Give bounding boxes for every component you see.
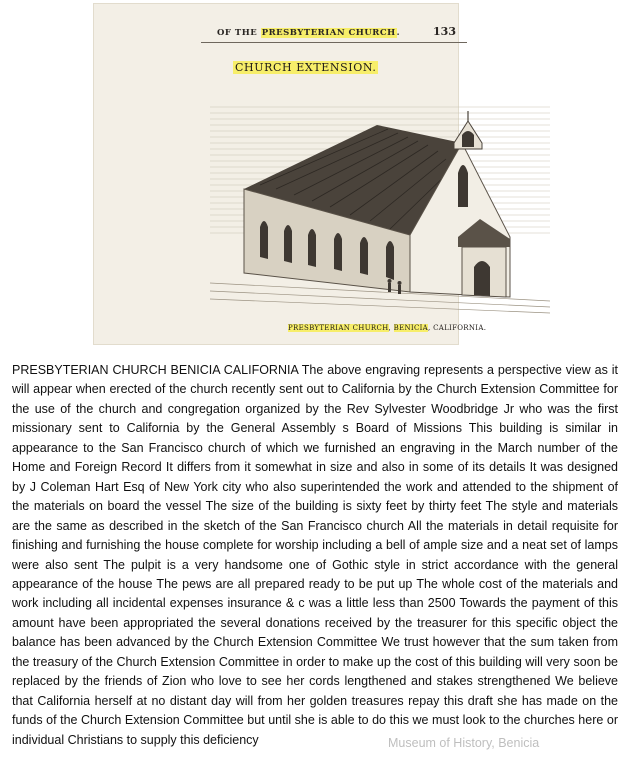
page-number: 133: [433, 25, 456, 38]
section-title: CHURCH EXTENSION.: [235, 61, 377, 74]
description-text: PRESBYTERIAN CHURCH BENICIA CALIFORNIA The above engraving represents a perspective view as it will appear when erected of the church recently sent out to California by the Church Extension Committee for the use of the church and congregation organized by the Rev Sylvester Woodbridge Jr who was the first missionary sent to California by the General Assembly s Board of Missions This building is similar in appearance to the San Francisco church of which we furnished an engraving in the March number of the Home and Foreign Record It differs from it somewhat in size and also in some of its details It was designed by J Coleman Hart Esq of New York city who also superintended the work and attended to the shipment of the materials on board the vessel The size of the building is sixty feet by thirty feet The style and materials are the same as described in the sketch of the San Francisco church All the materials in detail requisite for finishing and furnishing the house complete for worship including a bell of ample size and a neat set of lamps were also sent The pulpit is a very handsome one of Gothic style in strict accordance with the general appearance of the house The pews are all prepared ready to be put up The whole cost of the materials and work including all incidental expenses insurance & c was a little less than 2500 Towards the payment of this amount have been appropriated the several donations received by the treasurer for this specific object the balance has been advanced by the Church Extension Committee We trust however that the sum taken from the treasury of the Church Extension Committee in order to make up the cost of this building will very soon be replaced by the friends of Zion who love to see her cords lengthened and stakes strengthened We believe that California herself at no distant day will from her golden treasures repay this draft she has made on the funds of the Church Extension Committee but until she is able to do this we must look to the churches here or individual Christians to supply this deficiency: [12, 363, 618, 747]
running-title: OF THE PRESBYTERIAN CHURCH.: [217, 28, 401, 38]
door: [474, 261, 490, 296]
page-header: [93, 25, 459, 41]
header-rule: [201, 42, 467, 43]
highlighted-term: PRESBYTERIAN CHURCH: [261, 28, 396, 38]
engraving-caption: PRESBYTERIAN CHURCH, BENICIA, CALIFORNIA.: [288, 324, 487, 332]
watermark: Museum of History, Benicia: [388, 736, 540, 750]
gable-window: [458, 165, 468, 207]
church-engraving: [210, 87, 550, 315]
scanned-page: [93, 3, 487, 345]
